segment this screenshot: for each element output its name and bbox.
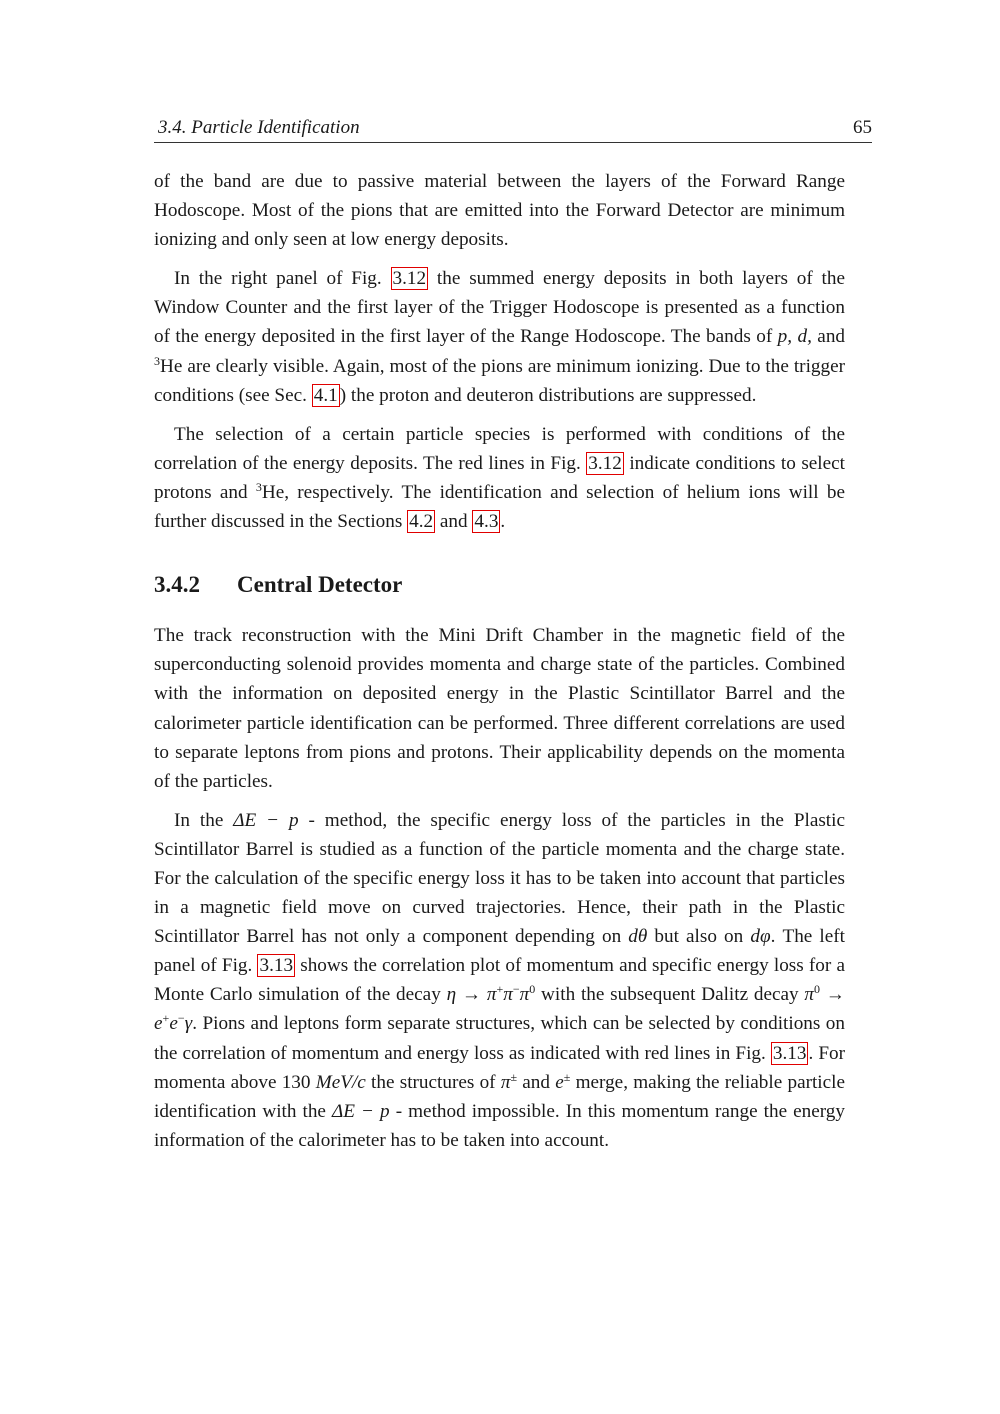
text-run: the summed energy deposits in both layers of the Window Counter and the first layer of the Trigger Hodoscope is presented as a function of the energy deposited in the first layer of the Range Hodoscope. The bands of (154, 268, 845, 348)
math-run: dθ (628, 926, 648, 948)
math-run: e (169, 1013, 178, 1035)
text-run: The selection of a certain particle species is performed with conditions of the correlation of the energy deposits. The red lines in Fig. (154, 423, 845, 474)
math-run: e (555, 1071, 564, 1093)
paragraph (154, 806, 845, 1155)
superscript: ± (563, 1069, 571, 1084)
superscript: 0 (814, 982, 821, 997)
paragraph (154, 621, 845, 796)
superscript: ± (510, 1069, 518, 1084)
superscript: 3 (154, 353, 160, 368)
text-run: and (517, 1071, 556, 1093)
section-heading (154, 570, 845, 599)
math-run: η → π (446, 984, 497, 1006)
math-run: → e (154, 984, 845, 1035)
text-run: with the subsequent Dalitz decay (535, 984, 805, 1006)
text-run: merge, making the reliable particle identification with the (154, 1071, 846, 1122)
text-run: ) the proton and deuteron distributions are suppressed. (339, 384, 757, 406)
math-run: π (804, 984, 815, 1006)
superscript: − (512, 982, 520, 997)
superscript: + (496, 982, 504, 997)
paragraphs-top (154, 167, 845, 536)
text-run: . (500, 511, 506, 533)
text-run: indicate conditions to select protons and (154, 452, 845, 503)
cross-reference-link[interactable]: 4.2 (409, 511, 434, 533)
superscript: − (177, 1011, 185, 1026)
cross-reference-link[interactable]: 4.3 (474, 511, 499, 533)
cross-reference-link[interactable]: 3.12 (588, 452, 622, 474)
superscript: + (162, 1011, 170, 1026)
text-run: - method impossible. In this momentum range the energy information of the calorimeter has to be taken into account. (154, 1100, 845, 1151)
text-run: He, respectively. The identification and selection of helium ions will be further discussed in the Sections (154, 481, 845, 533)
superscript: 0 (529, 982, 536, 997)
section-title: Central Detector (237, 572, 403, 598)
math-run: π (519, 984, 530, 1006)
cross-reference-link[interactable]: 4.1 (313, 384, 338, 406)
math-run: p, d, (777, 326, 812, 348)
math-run: π (503, 984, 513, 1006)
math-run: π (500, 1071, 511, 1093)
text-run: . The left panel of Fig. (154, 926, 845, 977)
text-run: . Pions and leptons form separate structures, which can be selected by conditions on the correlation of momentum and energy loss as indicated with red lines in Fig. (154, 1013, 845, 1064)
math-run: dφ (750, 926, 771, 948)
math-run: ΔE − p (332, 1100, 390, 1122)
paragraph (154, 167, 845, 254)
paragraph (154, 264, 845, 409)
text-run: He are clearly visible. Again, most of the pions are minimum ionizing. Due to the trigger conditions (see Sec. (154, 355, 845, 406)
text-run: and (811, 326, 846, 348)
page-number: 65 (853, 117, 872, 138)
body-text (154, 167, 845, 1165)
text-run: but also on (647, 926, 751, 948)
text-run: of the band are due to passive material between the layers of the Forward Range Hodoscope. Most of the pions that are emitted into the Forward Detector are minimum ionizing and only seen at low energy deposits. (154, 171, 845, 251)
cross-reference-link[interactable]: 3.13 (259, 955, 294, 977)
paragraphs-bottom (154, 621, 845, 1155)
text-run: In the (174, 809, 234, 831)
math-run: MeV/c (315, 1071, 366, 1093)
cross-reference-link[interactable]: 3.12 (392, 268, 427, 290)
text-run: the structures of (365, 1071, 501, 1093)
math-run: γ (184, 1013, 193, 1035)
text-run: . For momenta above 130 (154, 1042, 845, 1093)
header-section-title: 3.4. Particle Identification (158, 117, 360, 138)
paragraph (154, 420, 845, 536)
running-header (154, 116, 872, 143)
cross-reference-link[interactable]: 3.13 (772, 1042, 807, 1064)
text-run: shows the correlation plot of momentum and specific energy loss for a Monte Carlo simulation of the decay (154, 955, 845, 1006)
text-run: - method, the specific energy loss of the particles in the Plastic Scintillator Barrel is studied as a function of the particle momenta and the charge state. For the calculation of the specific energy loss it has to be taken into account that particles in a magnetic field move on curved trajectories. Hence, their path in the Plastic Scintillator Barrel has not only a component depending on (154, 809, 845, 948)
text-run: In the right panel of Fig. (174, 268, 391, 290)
text-run: and (435, 511, 473, 533)
superscript: 3 (255, 479, 262, 494)
section-number: 3.4.2 (154, 572, 200, 598)
math-run: ΔE − p (233, 809, 299, 831)
text-run: The track reconstruction with the Mini Drift Chamber in the magnetic field of the superconducting solenoid provides momenta and charge state of the particles. Combined with the information on deposited energy in the Plastic Scintillator Barrel and the calorimeter particle identification can be performed. Three different correlations are used to separate leptons from pions and protons. Their applicability depends on the momenta of the particles. (154, 625, 845, 792)
